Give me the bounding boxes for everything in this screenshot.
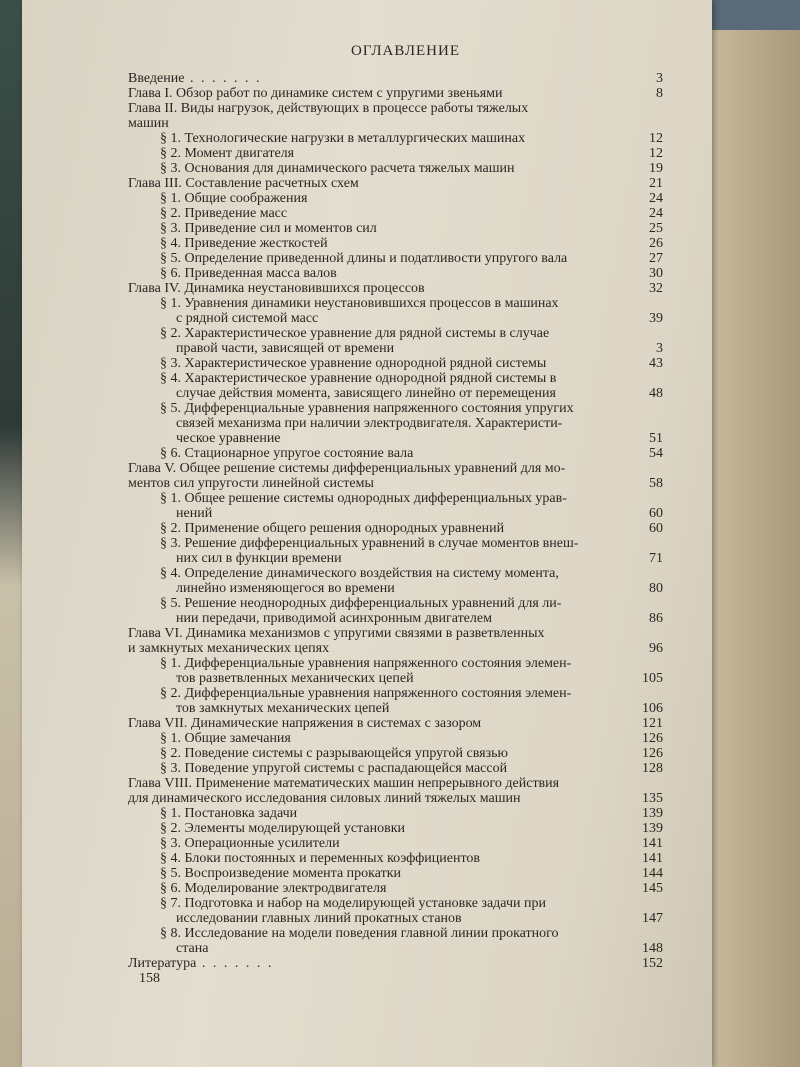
toc-section-entry (128, 296, 663, 326)
toc-entry-line: § 6. Стационарное упругое состояние вала (160, 446, 414, 461)
toc-entry-line: § 5. Определение приведенной длины и податливости упругого вала (160, 251, 568, 266)
toc-page-number: 21 (649, 176, 663, 191)
toc-entry-line: § 2. Элементы моделирующей установки (160, 821, 405, 836)
toc-section-entry (128, 761, 663, 776)
toc-entry-line: Глава VII. Динамические напряжения в системах с зазором (128, 716, 482, 731)
toc-entry-line: связей механизма при наличии электродвигателя. Характеристи- (176, 416, 563, 431)
toc-entry-line: § 3. Основания для динамического расчета тяжелых машин (160, 161, 515, 176)
toc-section-entry (128, 866, 663, 881)
toc-entry-line: § 5. Воспроизведение момента прокатки (160, 866, 402, 881)
toc-section-entry (128, 491, 663, 521)
toc-entry-line: § 2. Характеристическое уравнение для рядной системы в случае (160, 326, 550, 341)
toc-page-number: 51 (649, 431, 663, 446)
toc-entry-line: Глава V. Общее решение системы дифференциальных уравнений для мо- (128, 461, 566, 476)
toc-chapter-entry (128, 461, 663, 491)
toc-section-entry (128, 656, 663, 686)
toc-section-entry (128, 371, 663, 401)
toc-page-number: 3 (656, 71, 663, 86)
toc-entry-line: § 4. Приведение жесткостей (160, 236, 328, 251)
toc-entry-line: § 4. Характеристическое уравнение однородной рядной системы в (160, 371, 557, 386)
toc-page-number: 58 (649, 476, 663, 491)
toc-entry-line: § 3. Операционные усилители (160, 836, 340, 851)
toc-chapter-entry (128, 176, 663, 191)
toc-page-number: 128 (642, 761, 663, 776)
toc-page-number: 12 (649, 146, 663, 161)
toc-page-number: 152 (642, 956, 663, 971)
toc-page-number: 141 (642, 836, 663, 851)
toc-entry-line: Глава II. Виды нагрузок, действующих в процессе работы тяжелых (128, 101, 529, 116)
toc-entry-line: § 1. Общие соображения (160, 191, 308, 206)
toc-page-number: 105 (642, 671, 663, 686)
table-of-contents (128, 44, 663, 986)
toc-entry-line: § 2. Дифференциальные уравнения напряженного состояния элемен- (160, 686, 572, 701)
toc-entry-line: § 1. Дифференциальные уравнения напряженного состояния элемен- (160, 656, 572, 671)
toc-section-entry (128, 251, 663, 266)
toc-chapter-entry (128, 956, 663, 971)
toc-entry-line: § 2. Применение общего решения однородных уравнений (160, 521, 505, 536)
toc-section-entry (128, 851, 663, 866)
toc-entry-line: § 6. Приведенная масса валов (160, 266, 337, 281)
toc-entry-line: тов замкнутых механических цепей (176, 701, 390, 716)
toc-page-number: 135 (642, 791, 663, 806)
toc-entry-line: § 3. Приведение сил и моментов сил (160, 221, 377, 236)
toc-section-entry (128, 356, 663, 371)
toc-entries (128, 71, 663, 971)
toc-page-number: 12 (649, 131, 663, 146)
toc-section-entry (128, 266, 663, 281)
toc-entry-line: § 1. Уравнения динамики неустановившихся процессов в машинах (160, 296, 559, 311)
toc-section-entry (128, 836, 663, 851)
toc-entry-line: § 8. Исследование на модели поведения главной линии прокатного (160, 926, 559, 941)
toc-section-entry (128, 746, 663, 761)
toc-entry-line: § 5. Дифференциальные уравнения напряженного состояния упругих (160, 401, 574, 416)
toc-entry-line: § 3. Характеристическое уравнение однородной рядной системы (160, 356, 547, 371)
toc-entry-line: Глава III. Составление расчетных схем (128, 176, 359, 191)
toc-entry-line: Глава VIII. Применение математических машин непрерывного действия (128, 776, 560, 791)
toc-page-number: 147 (642, 911, 663, 926)
toc-chapter-entry (128, 716, 663, 731)
toc-entry-line: § 2. Поведение системы с разрывающейся упругой связью (160, 746, 508, 761)
toc-page-number: 60 (649, 506, 663, 521)
toc-entry-line: линейно изменяющегося во времени (176, 581, 395, 596)
toc-section-entry (128, 821, 663, 836)
toc-page-number: 86 (649, 611, 663, 626)
toc-entry-line: стана (176, 941, 209, 956)
toc-entry-line: § 2. Момент двигателя (160, 146, 295, 161)
toc-section-entry (128, 881, 663, 896)
toc-entry-line: машин (128, 116, 169, 131)
toc-page-number: 145 (642, 881, 663, 896)
toc-page-number: 26 (649, 236, 663, 251)
toc-page-number: 32 (649, 281, 663, 296)
toc-entry-line: § 1. Технологические нагрузки в металлургических машинах (160, 131, 526, 146)
toc-section-entry (128, 131, 663, 146)
toc-section-entry (128, 236, 663, 251)
toc-entry-line: § 1. Общее решение системы однородных дифференциальных урав- (160, 491, 567, 506)
toc-entry-line: нии передачи, приводимой асинхронным двигателем (176, 611, 492, 626)
toc-chapter-entry (128, 86, 663, 101)
toc-entry-line: для динамического исследования силовых линий тяжелых машин (128, 791, 521, 806)
toc-entry-line: § 1. Постановка задачи (160, 806, 298, 821)
toc-section-entry (128, 596, 663, 626)
toc-entry-line: тов разветвленных механических цепей (176, 671, 414, 686)
toc-section-entry (128, 536, 663, 566)
toc-page-number: 139 (642, 806, 663, 821)
toc-section-entry (128, 326, 663, 356)
toc-section-entry (128, 146, 663, 161)
toc-section-entry (128, 566, 663, 596)
toc-section-entry (128, 521, 663, 536)
toc-entry-line: § 6. Моделирование электродвигателя (160, 881, 387, 896)
toc-entry-line: и замкнутых механических цепях (128, 641, 330, 656)
toc-section-entry (128, 806, 663, 821)
toc-page-number: 121 (642, 716, 663, 731)
toc-page-number: 25 (649, 221, 663, 236)
toc-page-number: 3 (656, 341, 663, 356)
toc-page-number: 24 (649, 191, 663, 206)
toc-entry-line: них сил в функции времени (176, 551, 342, 566)
toc-page-number: 71 (649, 551, 663, 566)
toc-section-entry (128, 206, 663, 221)
toc-entry-line: Введение . . (128, 71, 663, 86)
toc-page-number: 30 (649, 266, 663, 281)
toc-page-number: 148 (642, 941, 663, 956)
toc-chapter-entry (128, 101, 663, 131)
toc-section-entry (128, 401, 663, 446)
toc-entry-line: § 2. Приведение масс (160, 206, 288, 221)
toc-entry-line: § 1. Общие замечания (160, 731, 291, 746)
toc-page-number: 96 (649, 641, 663, 656)
toc-entry-line: Глава VI. Динамика механизмов с упругими связями в разветвленных (128, 626, 545, 641)
toc-page-number: 19 (649, 161, 663, 176)
toc-entry-line: § 4. Определение динамического воздействия на систему момента, (160, 566, 559, 581)
toc-section-entry (128, 731, 663, 746)
toc-entry-line: § 3. Поведение упругой системы с распадающейся массой (160, 761, 508, 776)
toc-page-number: 60 (649, 521, 663, 536)
toc-page-number: 106 (642, 701, 663, 716)
toc-entry-line: с рядной системой масс (176, 311, 319, 326)
toc-entry-line: ческое уравнение (176, 431, 281, 446)
toc-section-entry (128, 221, 663, 236)
toc-section-entry (128, 896, 663, 926)
toc-section-entry (128, 161, 663, 176)
toc-entry-line: Глава I. Обзор работ по динамике систем с упругими звеньями (128, 86, 503, 101)
toc-page-number: 39 (649, 311, 663, 326)
toc-section-entry (128, 926, 663, 956)
toc-chapter-entry (128, 281, 663, 296)
toc-section-entry (128, 446, 663, 461)
toc-entry-line: § 7. Подготовка и набор на моделирующей установке задачи при (160, 896, 546, 911)
toc-page-number: 27 (649, 251, 663, 266)
toc-entry-line: § 4. Блоки постоянных и переменных коэффициентов (160, 851, 481, 866)
toc-entry-line: Глава IV. Динамика неустановившихся процессов (128, 281, 425, 296)
toc-page-number: 24 (649, 206, 663, 221)
toc-entry-line: ментов сил упругости линейной системы (128, 476, 374, 491)
toc-page-number: 43 (649, 356, 663, 371)
toc-entry-line: случае действия момента, зависящего линейно от перемещения (176, 386, 556, 401)
toc-entry-line: Литература . . (128, 956, 663, 971)
toc-page-number: 139 (642, 821, 663, 836)
toc-page-number: 8 (656, 86, 663, 101)
toc-page-number: 141 (642, 851, 663, 866)
trailing-page-number: 158 (139, 971, 160, 986)
toc-entry-line: правой части, зависящей от времени (176, 341, 395, 356)
toc-page-number: 48 (649, 386, 663, 401)
toc-page-number: 144 (642, 866, 663, 881)
toc-page-number: 126 (642, 746, 663, 761)
toc-chapter-entry (128, 71, 663, 86)
toc-entry-line: исследовании главных линий прокатных станов (176, 911, 462, 926)
toc-entry-line: нений (176, 506, 213, 521)
toc-entry-line: § 5. Решение неоднородных дифференциальных уравнений для ли- (160, 596, 562, 611)
toc-chapter-entry (128, 776, 663, 806)
page-title: ОГЛАВЛЕНИЕ (351, 43, 460, 59)
toc-entry-line: § 3. Решение дифференциальных уравнений в случае моментов внеш- (160, 536, 579, 551)
toc-page-number: 126 (642, 731, 663, 746)
toc-section-entry (128, 686, 663, 716)
toc-section-entry (128, 191, 663, 206)
toc-chapter-entry (128, 626, 663, 656)
toc-page-number: 54 (649, 446, 663, 461)
toc-page-number: 80 (649, 581, 663, 596)
